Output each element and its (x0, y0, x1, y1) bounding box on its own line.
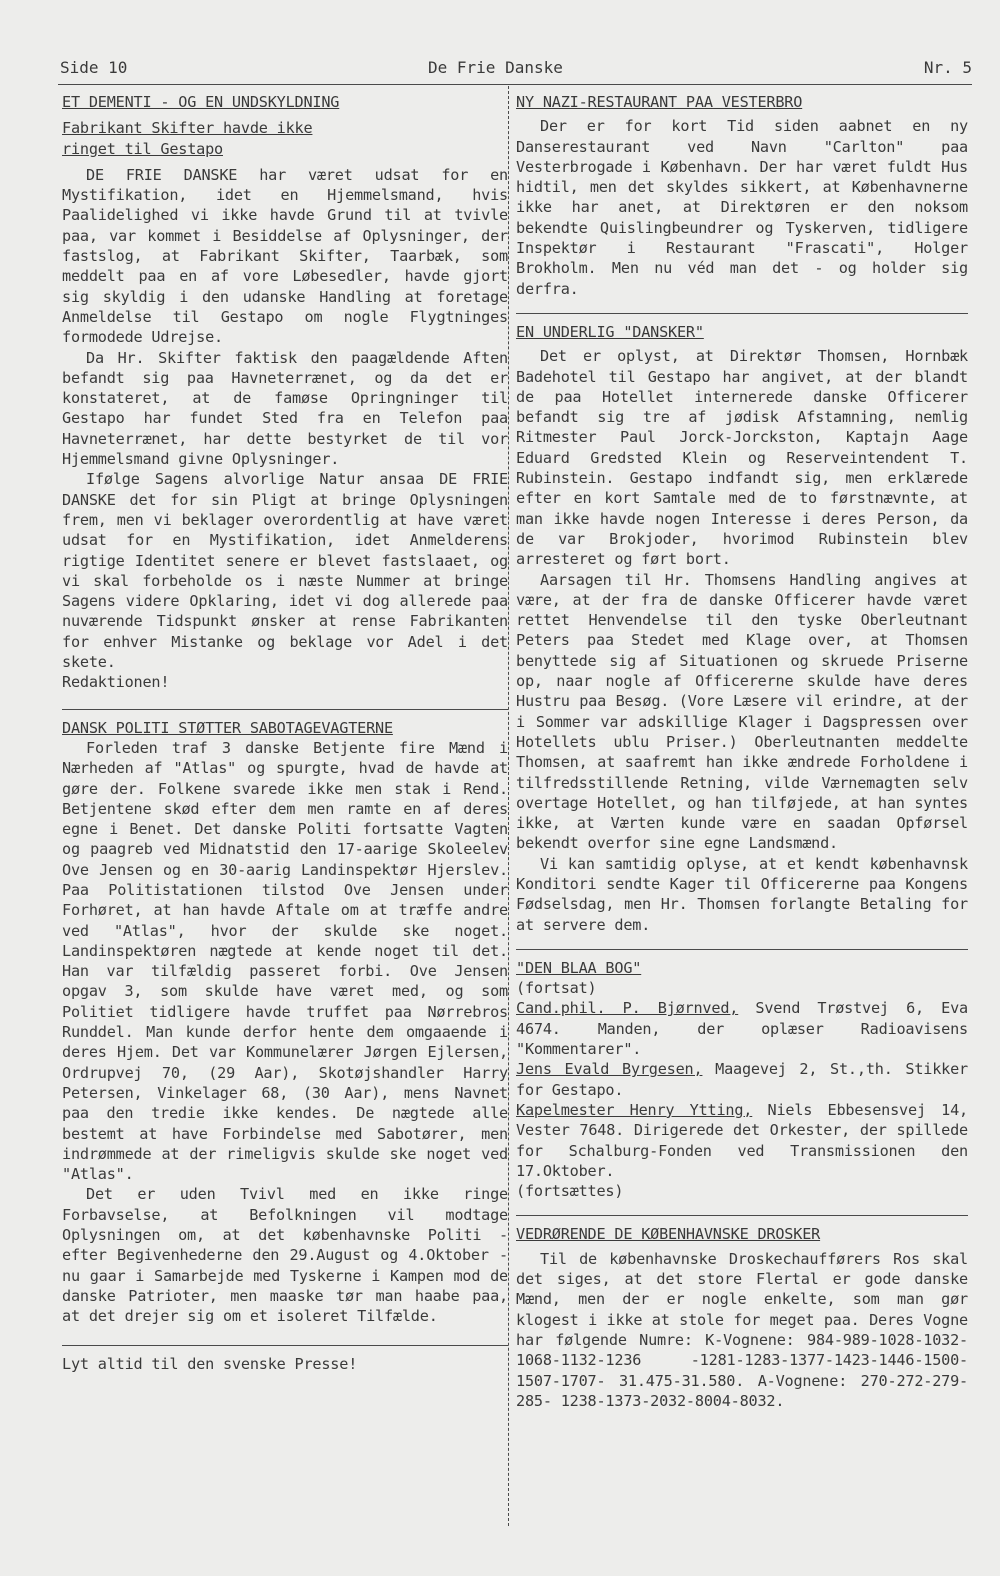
article-paragraph: Det er oplyst, at Direktør Thomsen, Hornbæk Badehotel til Gestapo har angivet, at der blandt de paa Hotellet internerede danske Officerer befandt sig tre af jødisk Afstamning, nemlig Ritmester Paul Jorck-Jorckston, Kaptajn Aage Eduard Gredsted Klein og Reserveintendent T. Rubinstein. Gestapo indfandt sig, men erklærede efter en kort Samtale med de to førstnævnte, at man ikke havde nogen Interesse i deres Person, da de var Brokjoder, hvorimod Rubinstein blev arresteret og ført bort. (516, 347, 968, 569)
issue-number: Nr. 5 (923, 58, 972, 77)
article-paragraph: Ifølge Sagens alvorlige Natur ansaa DE FRIE DANSKE det for sin Pligt at bringe Oplysningen frem, men vi beklager overordentlig at have været udsat for en Mystifikation, idet Anmelderens rigtige Identitet senere er blevet fastslaaet, og vi skal forbeholde os i næste Nummer at bringe Sagens videre Opklaring, idet vi dog allerede paa nuværende Tidspunkt ønsker at rense Fabrikanten for enhver Mistanke og beklage vor Adel i det skete. (62, 470, 508, 672)
article-underlig-dansker (516, 322, 968, 935)
section-divider (62, 1345, 508, 1346)
footer-slogan: Lyt altid til den svenske Presse! (62, 1354, 358, 1373)
article-drosker (516, 1224, 968, 1411)
right-column (516, 92, 968, 1411)
entry-text: Svend Trøstvej 6, Eva 4674. Manden, der oplæser Radioavisens "Kommentarer". (516, 999, 968, 1059)
article-title: DANSK POLITI STØTTER SABOTAGEVAGTERNE (62, 718, 393, 737)
column-divider (508, 86, 509, 1526)
section-divider (62, 709, 508, 710)
article-title: "DEN BLAA BOG" (516, 958, 642, 977)
article-politi (62, 718, 508, 1327)
page-header (60, 58, 972, 82)
article-title: EN UNDERLIG "DANSKER" (516, 322, 704, 341)
list-item (516, 998, 968, 1059)
article-paragraph: Da Hr. Skifter faktisk den paagældende Aften befandt sig paa Havneterrænet, og da det er konstateret, at de famøse Opringninger til Gestapo har fundet Sted fra en Telefon paa Havneterrænet, har dette bestyrket de til vor Hjemmelsmand givne Oplysninger. (62, 348, 508, 469)
entry-name: Kapelmester Henry Ytting, (516, 1100, 753, 1119)
article-subtitle: Fabrikant Skifter havde ikke (62, 119, 313, 138)
header-rule (58, 84, 972, 85)
list-item (516, 1059, 968, 1100)
entry-text: Maagevej 2, St.,th. Stikker for Gestapo. (516, 1060, 968, 1099)
signature: Redaktionen! (62, 673, 170, 692)
article-paragraph: Aarsagen til Hr. Thomsens Handling angives at være, at der fra de danske Officerer havde været rettet Henvendelse til den tyske Oberleutnant Peters paa Stedet med Klage over, at Thomsen benyttede sig af Situationen og skruede Priserne op, naar nogle af Officererne skulde have deres Hustru paa Besøg. (Vore Læsere vil erindre, at der i Sommer var adskillige Klager i Dagspressen over Hotellets ublu Priser.) Oberleutnanten meddelte Thomsen, at saafremt han ikke ændrede Forholdene i tilfredsstillende Retning, vilde Værnemagten selv overtage Hotellet, og han tilføjede, at han syntes ikke, at Værten kunde være en saadan Opførsel bekendt overfor sine egne Landsmænd. (516, 570, 968, 853)
entry-name: Cand.phil. P. Bjørnved, (516, 999, 739, 1018)
article-dementi (62, 92, 508, 693)
section-divider (516, 313, 968, 314)
article-nazi-restaurant (516, 92, 968, 299)
article-title: ET DEMENTI - OG EN UNDSKYLDNING (62, 93, 340, 111)
article-title: VEDRØRENDE DE KØBENHAVNSKE DROSKER (516, 1225, 821, 1244)
article-subtitle: ringet til Gestapo (62, 139, 223, 158)
page-number: Side 10 (60, 58, 128, 77)
article-paragraph: Til de københavnske Droskechaufførers Ros skal det siges, at det store Flertal er gode danske Mænd, men der er nogle enkelte, som man gør klogest i ikke at stole for meget paa. Deres Vogne har følgende Numre: K-Vognene: 984-989-1028-1032-1068-1132-1236 -1281-1283-1377-1423-1446-1500-1507-1707- 31.475-31.580. A-Vognene: 270-272-279-285- 1238-1373-2032-8004-8032. (516, 1249, 968, 1410)
article-paragraph: Det er uden Tvivl med en ikke ringe Forbavselse, at Befolkningen vil modtage Oplysningen om, at det københavnske Politi - efter Begivenhederne den 29.August og 4.Oktober - nu gaar i Samarbejde med Tyskerne i Kampen mod de danske Patrioter, men maaske tør man haabe paa, at det drejer sig om et isoleret Tilfælde. (62, 1185, 508, 1326)
article-title: NY NAZI-RESTAURANT PAA VESTERBRO (516, 93, 803, 111)
article-paragraph: Der er for kort Tid siden aabnet en ny Danserestaurant ved Navn "Carlton" paa Vesterbrogade i København. Der har været fuldt Hus hidtil, men det skyldes sikkert, at Københavnerne ikke har anet, at Direktøren er den noksom bekendte Quislingbeundrer og Tyskerven, tidligere Inspektør i Restaurant "Frascati", Holger Brokholm. Men nu véd man det - og holder sig derfra. (516, 117, 968, 298)
continued-note: (fortsat) (516, 979, 597, 998)
article-paragraph: Forleden traf 3 danske Betjente fire Mænd i Nærheden af "Atlas" og spurgte, hvad de havde at gøre der. Folkene svarede ikke men stak i Rend. Betjentene skød efter dem men ramte en af deres egne i Benet. Det danske Politi fortsatte Vagten og paagreb ved Midnatstid den 17-aarige Skoleelev Ove Jensen og en 30-aarig Landinspektør Hjerslev. Paa Politistationen tilstod Ove Jensen under Forhøret, at han havde Aftale om at træffe andre ved "Atlas", hvor der skulde ske noget. Landinspektøren nægtede at kende noget til det. Han var tilfældig passeret forbi. Ove Jensen opgav 3, som skulde have været med, og som Politiet tidligere havde truffet paa Nørrebros Runddel. Man kunde derfor hente dem omgaaende i deres Hjem. Det var Kommunelærer Jørgen Ejlersen, Ordrupvej 70, (29 Aar), Skotøjshandler Harry Petersen, Vinkelager 68, (30 Aar), mens Navnet paa den tredie ikke kendes. De nægtede alle bestemt at have Forbindelse med Sabotører, men indrømmede at der rimeligvis skulde ske noget ved "Atlas". (62, 738, 508, 1184)
to-be-continued: (fortsættes) (516, 1182, 624, 1201)
article-blaa-bog (516, 958, 968, 1202)
article-paragraph: DE FRIE DANSKE har været udsat for en Mystifikation, idet en Hjemmelsmand, hvis Paalidelighed vi ikke havde Grund til at tvivle paa, var kommet i Besiddelse af Oplysninger, der fastslog, at Fabrikant Skifter, Taarbæk, som meddelt paa en af vore Løbesedler, havde gjort sig skyldig i den udanske Handling at foretage Anmeldelse til Gestapo om nogle Flygtninges formodede Udrejse. (62, 165, 508, 347)
entry-name: Jens Evald Byrgesen, (516, 1060, 703, 1079)
article-paragraph: Vi kan samtidig oplyse, at et kendt københavnsk Konditori sendte Kager til Officererne paa Kongens Fødselsdag, men Hr. Thomsen forlangte Betaling for at servere dem. (516, 854, 968, 934)
section-divider (516, 1215, 968, 1216)
section-divider (516, 949, 968, 950)
list-item (516, 1100, 968, 1181)
entry-text: Niels Ebbesensvej 14, Vester 7648. Dirigerede det Orkester, der spillede for Schalburg-Fonden ved Transmissionen den 17.Oktober. (516, 1100, 968, 1180)
publication-name: De Frie Danske (428, 58, 563, 77)
left-column (62, 92, 508, 1374)
